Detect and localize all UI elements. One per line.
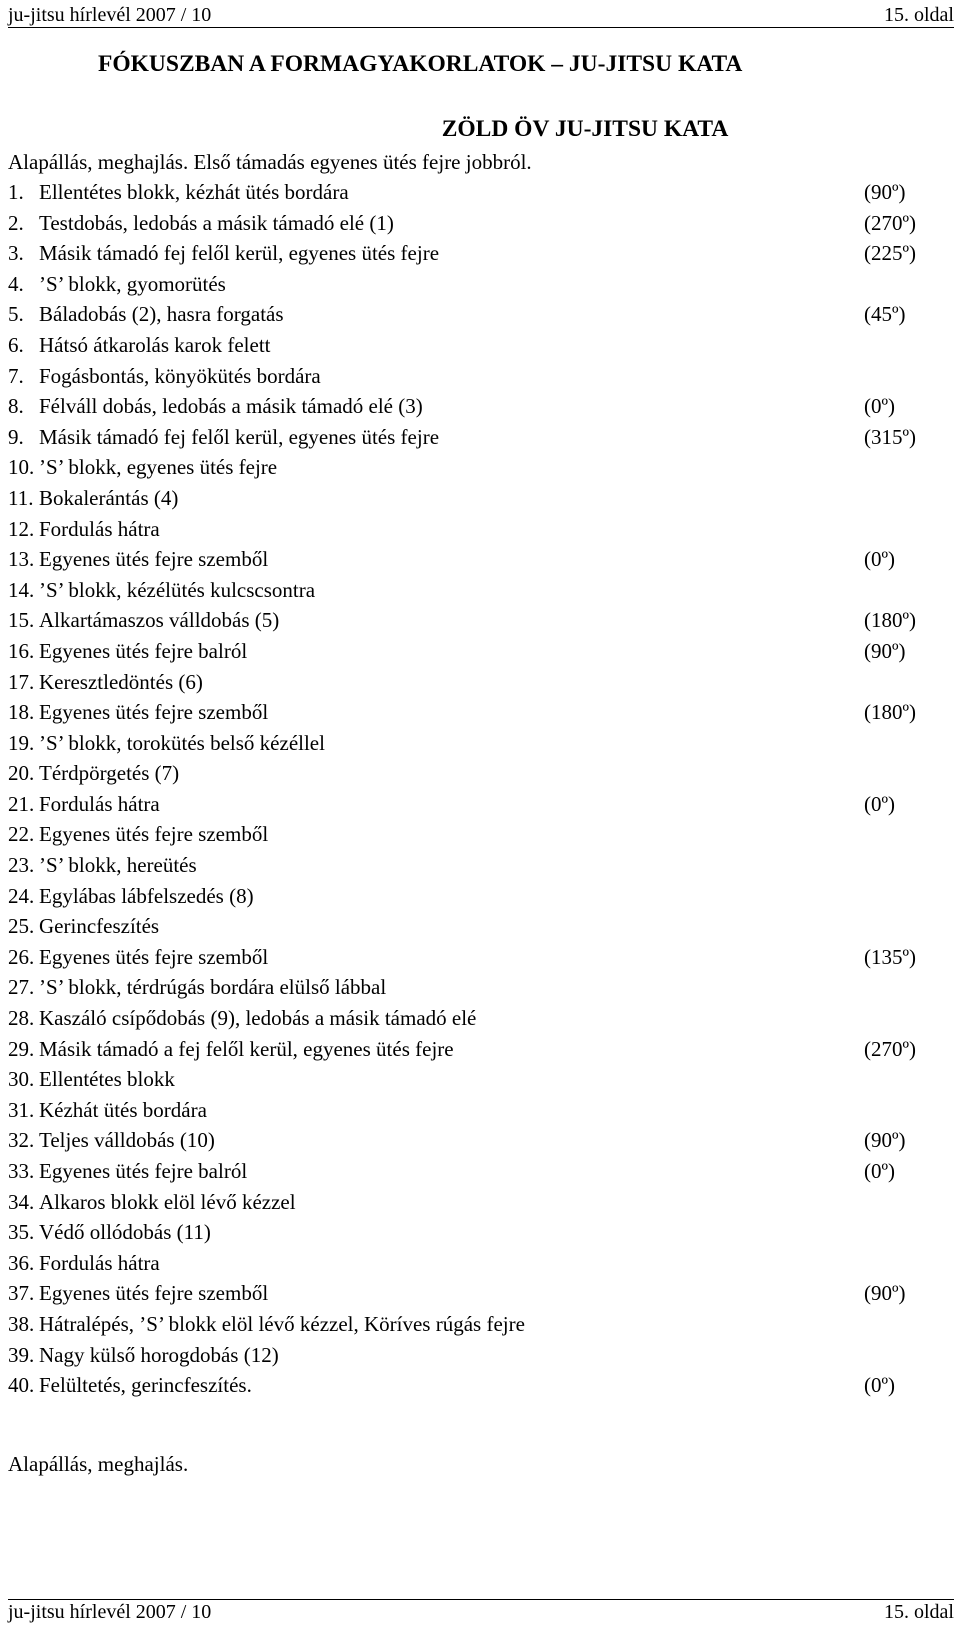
step-text: Másik támadó a fej felől kerül, egyenes ütés fejre [39,1036,454,1061]
step-number: 27. [8,975,35,1000]
kata-title: ZÖLD ÖV JU-JITSU KATA [441,116,729,142]
kata-step [8,1309,928,1340]
step-angle: (225º) [864,241,916,266]
step-text: Egylábas lábfelszedés (8) [39,883,254,908]
kata-step [8,667,928,698]
kata-step [8,1370,928,1401]
step-text: Hátralépés, ’S’ blokk elöl lévő kézzel, Köríves rúgás fejre [39,1311,525,1336]
step-number: 39. [8,1342,35,1367]
page-footer [8,1599,954,1624]
step-number: 10. [8,455,35,480]
kata-step [8,972,928,1003]
step-text: Kézhát ütés bordára [39,1097,207,1122]
kata-step [8,391,928,422]
step-number: 12. [8,516,35,541]
step-number: 18. [8,700,35,725]
step-number: 17. [8,669,35,694]
step-number: 34. [8,1189,35,1214]
kata-step [8,942,928,973]
step-text: Fogásbontás, könyökütés bordára [39,363,321,388]
step-number: 2. [8,210,24,235]
kata-step [8,330,928,361]
step-number: 40. [8,1373,35,1398]
step-number: 28. [8,1006,35,1031]
step-text: Egyenes ütés fejre szemből [39,700,269,725]
step-number: 29. [8,1036,35,1061]
step-text: Egyenes ütés fejre szemből [39,944,269,969]
kata-step [8,728,928,759]
step-text: Bokalerántás (4) [39,485,179,510]
step-number: 32. [8,1128,35,1153]
step-text: Teljes válldobás (10) [39,1128,215,1153]
step-number: 13. [8,547,35,572]
step-number: 35. [8,1220,35,1245]
step-text: Fordulás hátra [39,791,160,816]
step-angle: (180º) [864,608,916,633]
step-text: Gerincfeszítés [39,914,160,939]
step-text: Felültetés, gerincfeszítés. [39,1373,252,1398]
step-number: 1. [8,180,24,204]
step-text: Védő ollódobás (11) [39,1220,211,1245]
step-number: 25. [8,914,35,939]
kata-step [8,299,928,330]
step-number: 26. [8,944,35,969]
kata-step [8,208,928,239]
step-text: Testdobás, ledobás a másik támadó elé (1) [39,210,394,235]
step-number: 19. [8,730,35,755]
step-angle: (0º) [864,1373,895,1398]
step-angle: (90º) [864,1281,906,1306]
kata-step [8,452,928,483]
step-text: Ellentétes blokk, kézhát ütés bordára [39,180,349,204]
step-angle: (90º) [864,1128,906,1153]
kata-step [8,1248,928,1279]
step-text: Kaszáló csípődobás (9), ledobás a másik támadó elé [39,1006,477,1031]
kata-step [8,758,928,789]
kata-step [8,819,928,850]
kata-step [8,605,928,636]
kata-step [8,881,928,912]
header-newsletter-label: ju-jitsu hírlevél 2007 / 10 [8,4,212,26]
step-text: Fordulás hátra [39,516,160,541]
step-text: Egyenes ütés fejre szemből [39,547,269,572]
step-text: Alkartámaszos válldobás (5) [39,608,280,633]
step-angle: (90º) [864,180,906,204]
kata-step [8,483,928,514]
step-angle: (0º) [864,547,895,572]
step-angle: (45º) [864,302,906,327]
step-angle: (90º) [864,638,906,663]
step-text: Félváll dobás, ledobás a másik támadó elé (3) [39,394,423,419]
article-title: FÓKUSZBAN A FORMAGYAKORLATOK – JU-JITSU KATA [98,51,743,77]
step-text: ’S’ blokk, gyomorütés [39,271,226,296]
kata-step [8,1340,928,1371]
kata-step [8,850,928,881]
step-number: 3. [8,241,24,266]
step-text: Ellentétes blokk [39,1067,175,1092]
kata-step [8,361,928,392]
header-page-number: 15. oldal [884,4,954,26]
footer-page-number: 15. oldal [884,1601,954,1623]
kata-step [8,238,928,269]
kata-step [8,1217,928,1248]
kata-step [8,544,928,575]
step-number: 15. [8,608,35,633]
step-number: 11. [8,485,34,510]
step-text: ’S’ blokk, kézélütés kulcscsontra [39,577,316,602]
page-header [8,3,954,28]
kata-step [8,1064,928,1095]
step-text: Egyenes ütés fejre balról [39,1159,248,1183]
step-angle: (180º) [864,700,916,725]
step-number: 5. [8,302,24,327]
step-text: Térdpörgetés (7) [39,761,180,786]
kata-step [8,911,928,942]
step-number: 30. [8,1067,35,1092]
step-text: Egyenes ütés fejre szemből [39,1281,269,1306]
step-text: ’S’ blokk, egyenes ütés fejre [39,455,278,480]
kata-step [8,636,928,667]
step-number: 37. [8,1281,35,1306]
kata-step [8,514,928,545]
intro-paragraph: Alapállás, meghajlás. Első támadás egyenes ütés fejre jobbról. [8,150,532,174]
step-text: Nagy külső horogdobás (12) [39,1342,279,1367]
step-angle: (0º) [864,394,895,419]
step-number: 4. [8,271,24,296]
step-angle: (135º) [864,944,916,969]
step-angle: (270º) [864,1036,916,1061]
kata-step [8,422,928,453]
step-angle: (0º) [864,791,895,816]
step-text: ’S’ blokk, térdrúgás bordára elülső lábbal [39,975,387,1000]
step-number: 36. [8,1250,35,1275]
kata-step [8,1156,928,1187]
step-text: ’S’ blokk, hereütés [39,853,197,878]
step-text: Hátsó átkarolás karok felett [39,332,271,357]
step-number: 8. [8,394,24,419]
step-number: 16. [8,638,35,663]
kata-step [8,1034,928,1065]
step-text: Egyenes ütés fejre szemből [39,822,269,847]
step-text: Fordulás hátra [39,1250,160,1275]
step-number: 20. [8,761,35,786]
step-number: 7. [8,363,24,388]
step-text: Alkaros blokk elöl lévő kézzel [39,1189,296,1214]
step-number: 22. [8,822,35,847]
step-number: 38. [8,1311,35,1336]
step-angle: (315º) [864,424,916,449]
kata-step [8,575,928,606]
kata-step [8,269,928,300]
step-text: Báladobás (2), hasra forgatás [39,302,284,327]
step-number: 24. [8,883,35,908]
kata-step [8,1125,928,1156]
kata-step [8,1003,928,1034]
step-number: 9. [8,424,24,449]
kata-step [8,177,928,208]
step-text: Keresztledöntés (6) [39,669,203,694]
step-number: 31. [8,1097,35,1122]
footer-newsletter-label: ju-jitsu hírlevél 2007 / 10 [8,1601,212,1623]
step-text: Másik támadó fej felől kerül, egyenes ütés fejre [39,424,440,449]
kata-step [8,1095,928,1126]
step-number: 14. [8,577,35,602]
step-text: ’S’ blokk, torokütés belső kézéllel [39,730,325,755]
kata-step [8,697,928,728]
kata-step [8,1278,928,1309]
step-number: 23. [8,853,35,878]
kata-step [8,1187,928,1218]
closing-paragraph: Alapállás, meghajlás. [8,1452,189,1476]
step-text: Egyenes ütés fejre balról [39,638,248,663]
step-number: 33. [8,1159,35,1183]
step-number: 6. [8,332,24,357]
kata-steps-list [8,177,928,1401]
step-number: 21. [8,791,35,816]
kata-step [8,789,928,820]
step-angle: (0º) [864,1159,895,1183]
step-text: Másik támadó fej felől kerül, egyenes ütés fejre [39,241,440,266]
step-angle: (270º) [864,210,916,235]
